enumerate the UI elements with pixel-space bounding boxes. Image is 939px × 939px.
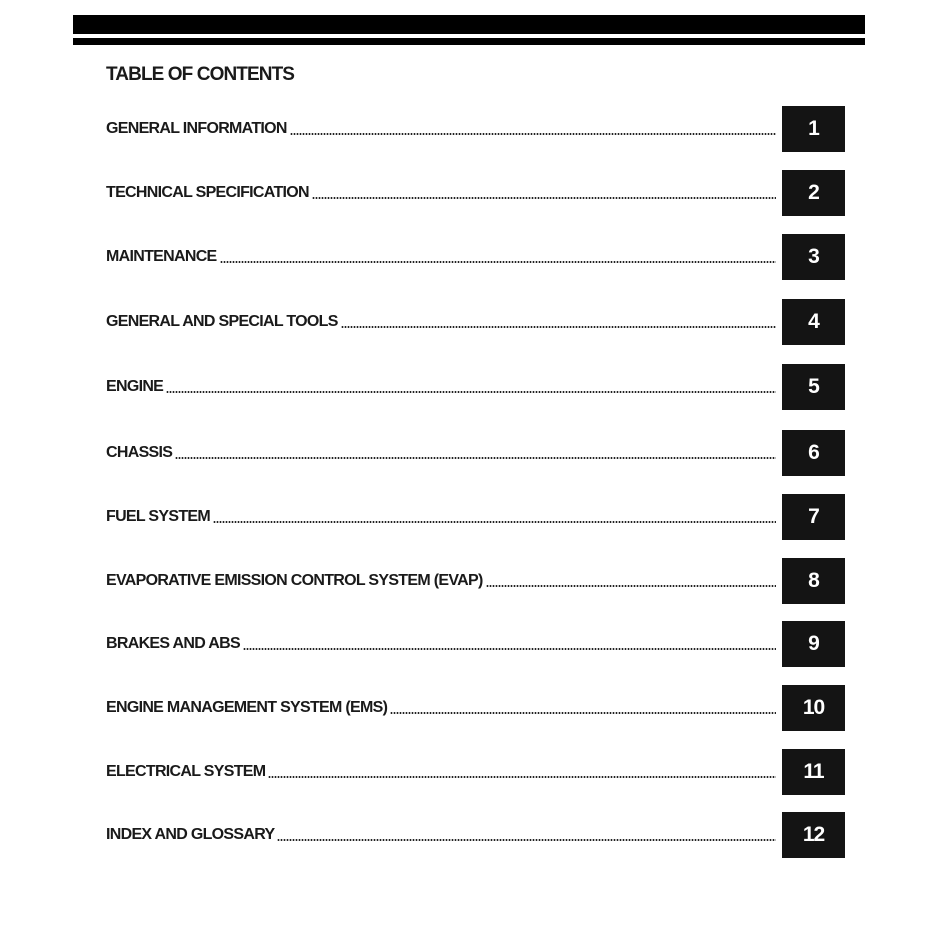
- leader-dots: [312, 197, 776, 199]
- section-tab-12[interactable]: 12: [782, 812, 845, 858]
- leader-dots: [390, 712, 776, 714]
- toc-entry-label: EVAPORATIVE EMISSION CONTROL SYSTEM (EVAP): [106, 572, 486, 590]
- toc-entry-label: INDEX AND GLOSSARY: [106, 826, 277, 844]
- toc-entry-line: [106, 180, 776, 202]
- leader-dots: [268, 776, 776, 778]
- section-tab-9[interactable]: 9: [782, 621, 845, 667]
- toc-entry-label: ENGINE MANAGEMENT SYSTEM (EMS): [106, 699, 390, 717]
- toc-entry-label: MAINTENANCE: [106, 248, 220, 266]
- toc-entry-line: [106, 695, 776, 717]
- section-tab-5[interactable]: 5: [782, 364, 845, 410]
- toc-entry-label: ENGINE: [106, 378, 166, 396]
- toc-entry-line: [106, 504, 776, 526]
- toc-entry-line: [106, 440, 776, 462]
- toc-entry-label: GENERAL AND SPECIAL TOOLS: [106, 313, 341, 331]
- leader-dots: [175, 457, 776, 459]
- toc-entry-evap[interactable]: [106, 558, 846, 605]
- toc-entry-index-and-glossary[interactable]: [106, 812, 846, 859]
- section-tab-11[interactable]: 11: [782, 749, 845, 795]
- toc-entry-general-and-special-tools[interactable]: [106, 299, 846, 346]
- toc-entry-line: [106, 631, 776, 653]
- toc-entry-maintenance[interactable]: [106, 234, 846, 281]
- toc-entry-line: [106, 568, 776, 590]
- toc-entry-label: TECHNICAL SPECIFICATION: [106, 184, 312, 202]
- section-tab-4[interactable]: 4: [782, 299, 845, 345]
- toc-entry-label: GENERAL INFORMATION: [106, 120, 290, 138]
- leader-dots: [243, 648, 776, 650]
- leader-dots: [341, 326, 776, 328]
- toc-entry-general-information[interactable]: [106, 106, 846, 153]
- section-tab-3[interactable]: 3: [782, 234, 845, 280]
- leader-dots: [486, 585, 776, 587]
- section-tab-8[interactable]: 8: [782, 558, 845, 604]
- toc-entry-line: [106, 116, 776, 138]
- leader-dots: [220, 261, 776, 263]
- toc-entry-chassis[interactable]: [106, 430, 846, 477]
- toc-entry-line: [106, 759, 776, 781]
- leader-dots: [166, 391, 776, 393]
- header-rule-thin: [73, 38, 865, 45]
- toc-entry-line: [106, 309, 776, 331]
- leader-dots: [213, 521, 776, 523]
- toc-entry-label: FUEL SYSTEM: [106, 508, 213, 526]
- toc-entry-technical-specification[interactable]: [106, 170, 846, 217]
- section-tab-2[interactable]: 2: [782, 170, 845, 216]
- toc-entry-label: CHASSIS: [106, 444, 175, 462]
- section-tab-10[interactable]: 10: [782, 685, 845, 731]
- section-tab-1[interactable]: 1: [782, 106, 845, 152]
- section-tab-7[interactable]: 7: [782, 494, 845, 540]
- toc-entry-line: [106, 374, 776, 396]
- leader-dots: [277, 839, 776, 841]
- toc-entry-label: BRAKES AND ABS: [106, 635, 243, 653]
- toc-entry-fuel-system[interactable]: [106, 494, 846, 541]
- toc-entry-electrical-system[interactable]: [106, 749, 846, 796]
- toc-entry-brakes-and-abs[interactable]: [106, 621, 846, 668]
- page-title: TABLE OF CONTENTS: [106, 64, 295, 85]
- toc-entry-engine[interactable]: [106, 364, 846, 411]
- toc-entry-ems[interactable]: [106, 685, 846, 732]
- toc-entry-line: [106, 822, 776, 844]
- header-rule-thick: [73, 15, 865, 34]
- section-tab-6[interactable]: 6: [782, 430, 845, 476]
- leader-dots: [290, 133, 776, 135]
- toc-entry-line: [106, 244, 776, 266]
- toc-entry-label: ELECTRICAL SYSTEM: [106, 763, 268, 781]
